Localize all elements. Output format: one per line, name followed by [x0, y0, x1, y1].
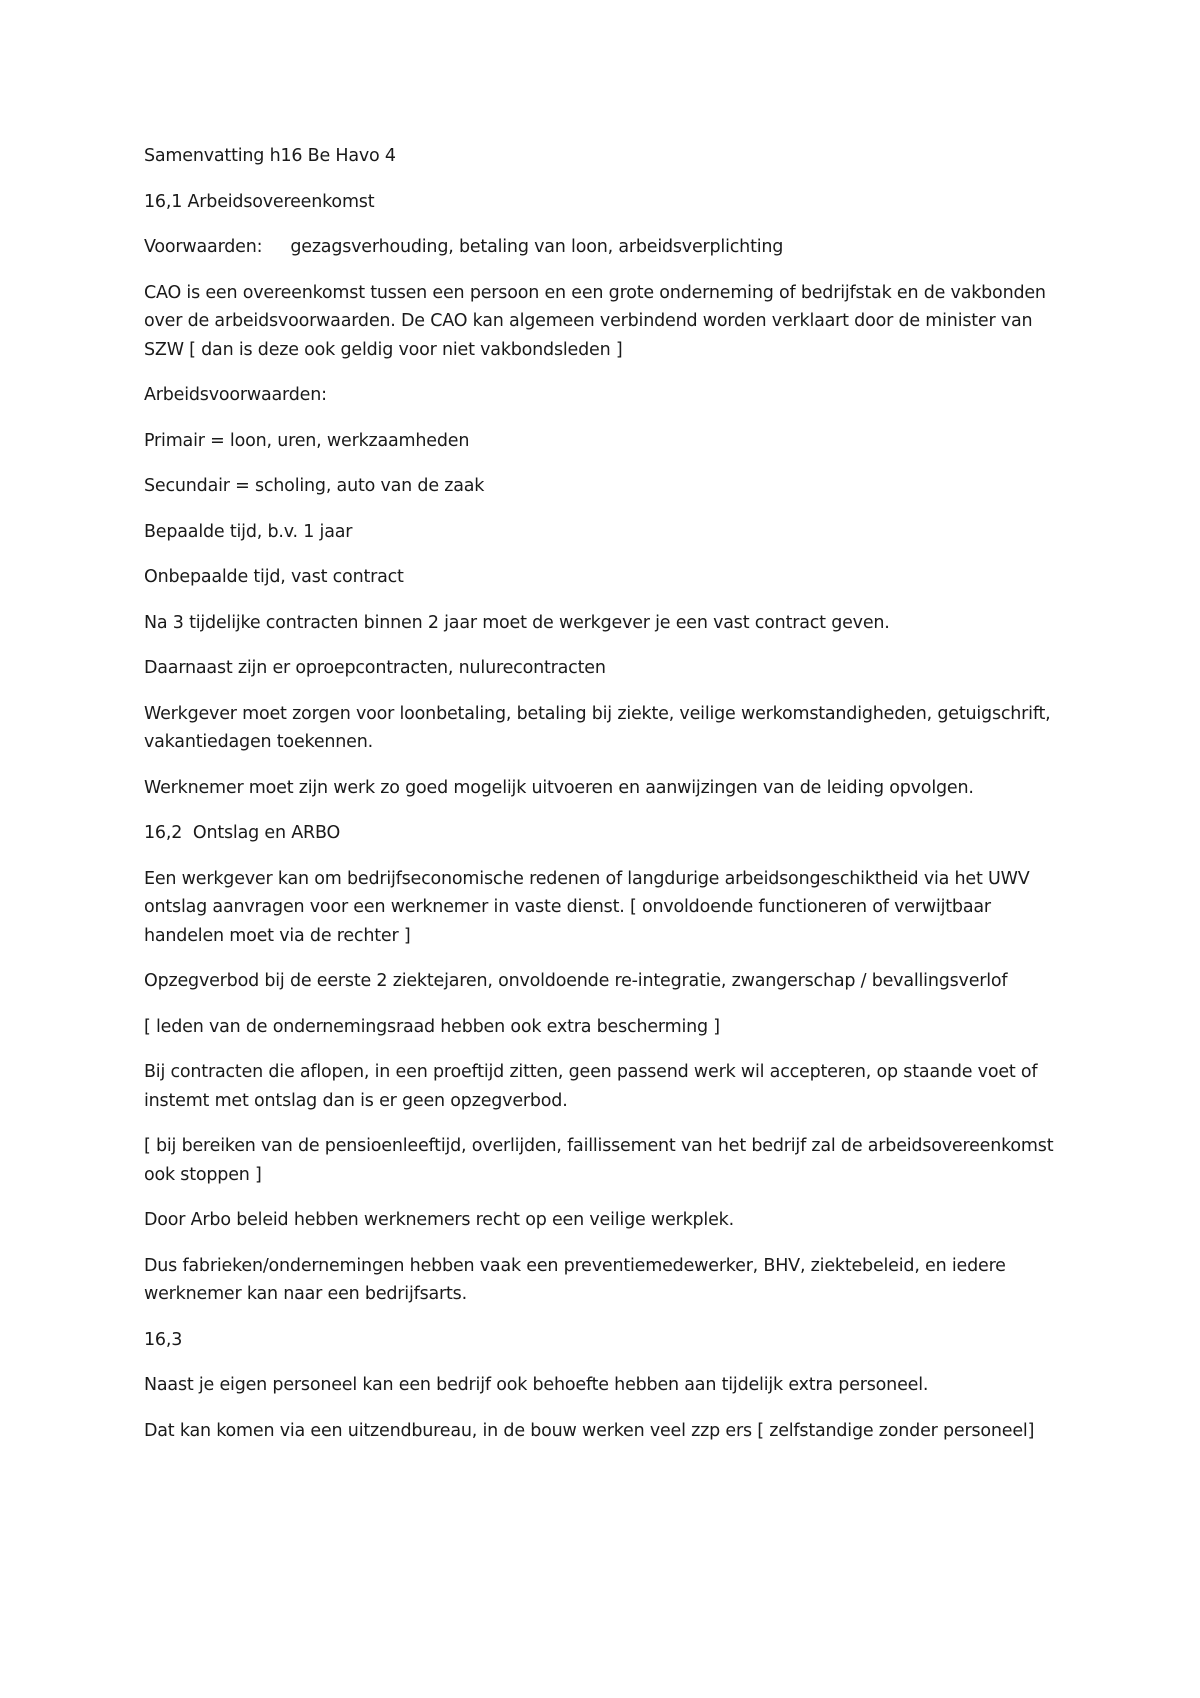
- ontslag-paragraph: Een werkgever kan om bedrijfseconomische redenen of langdurige arbeidsongeschiktheid via het UWV ontslag aanvragen voor een werknemer in vaste dienst. [ onvoldoende functioneren of verwijtbaar handelen moet via de rechter ]: [144, 868, 1030, 946]
- document-body: [144, 142, 1064, 1462]
- document-title: Samenvatting h16 Be Havo 4: [144, 146, 396, 166]
- primair-line: Primair = loon, uren, werkzaamheden: [144, 430, 470, 451]
- ondernemingsraad-line: [ leden van de ondernemingsraad hebben ook extra bescherming ]: [144, 1016, 720, 1037]
- werkgever-plichten-paragraph: Werkgever moet zorgen voor loonbetaling, betaling bij ziekte, veilige werkomstandigheden, getuigschrift, vakantiedagen toekennen.: [144, 703, 1051, 752]
- voorwaarden-label: Voorwaarden:: [144, 237, 263, 257]
- opzegverbod-line: Opzegverbod bij de eerste 2 ziektejaren, onvoldoende re-integratie, zwangerschap / bevallingsverlof: [144, 971, 1008, 991]
- voorwaarden-text: gezagsverhouding, betaling van loon, arbeidsverplichting: [290, 237, 784, 257]
- secundair-line: Secundair = scholing, auto van de zaak: [144, 476, 485, 496]
- oproepcontracten-line: Daarnaast zijn er oproepcontracten, nulurecontracten: [144, 658, 606, 678]
- onbepaalde-tijd-line: Onbepaalde tijd, vast contract: [144, 567, 404, 587]
- tijdelijke-contracten-line: Na 3 tijdelijke contracten binnen 2 jaar moet de werkgever je een vast contract geven.: [144, 612, 890, 633]
- section-heading-16-3: 16,3: [144, 1329, 183, 1350]
- cao-paragraph: CAO is een overeenkomst tussen een persoon en een grote onderneming of bedrijfstak en de vakbonden over de arbeidsvoorwaarden. De CAO kan algemeen verbindend worden verklaart door de minister van SZW [ dan is deze ook geldig voor niet vakbondsleden ]: [144, 282, 1046, 360]
- geen-opzegverbod-paragraph: Bij contracten die aflopen, in een proeftijd zitten, geen passend werk wil accepteren, op staande voet of instemt met ontslag dan is er geen opzegverbod.: [144, 1062, 1038, 1111]
- arbo-beleid-line: Door Arbo beleid hebben werknemers recht op een veilige werkplek.: [144, 1210, 734, 1230]
- werknemer-plichten-line: Werknemer moet zijn werk zo goed mogelijk uitvoeren en aanwijzingen van de leiding opvolgen.: [144, 777, 974, 798]
- preventie-paragraph: Dus fabrieken/ondernemingen hebben vaak een preventiemedewerker, BHV, ziektebeleid, en iedere werknemer kan naar een bedrijfsarts.: [144, 1255, 1006, 1304]
- extra-personeel-line: Naast je eigen personeel kan een bedrijf ook behoefte hebben aan tijdelijk extra personeel.: [144, 1375, 929, 1395]
- section-heading-16-2: 16,2 Ontslag en ARBO: [144, 823, 341, 843]
- bepaalde-tijd-line: Bepaalde tijd, b.v. 1 jaar: [144, 521, 353, 542]
- section-heading-16-1: 16,1 Arbeidsovereenkomst: [144, 191, 375, 212]
- pensioen-paragraph: [ bij bereiken van de pensioenleeftijd, overlijden, faillissement van het bedrijf zal de arbeidsovereenkomst ook stoppen ]: [144, 1136, 1054, 1185]
- arbeidsvoorwaarden-label: Arbeidsvoorwaarden:: [144, 385, 327, 405]
- uitzendbureau-paragraph: Dat kan komen via een uitzendbureau, in de bouw werken veel zzp ers [ zelfstandige zonder personeel]: [144, 1420, 1035, 1441]
- voorwaarden-line: [144, 233, 1064, 262]
